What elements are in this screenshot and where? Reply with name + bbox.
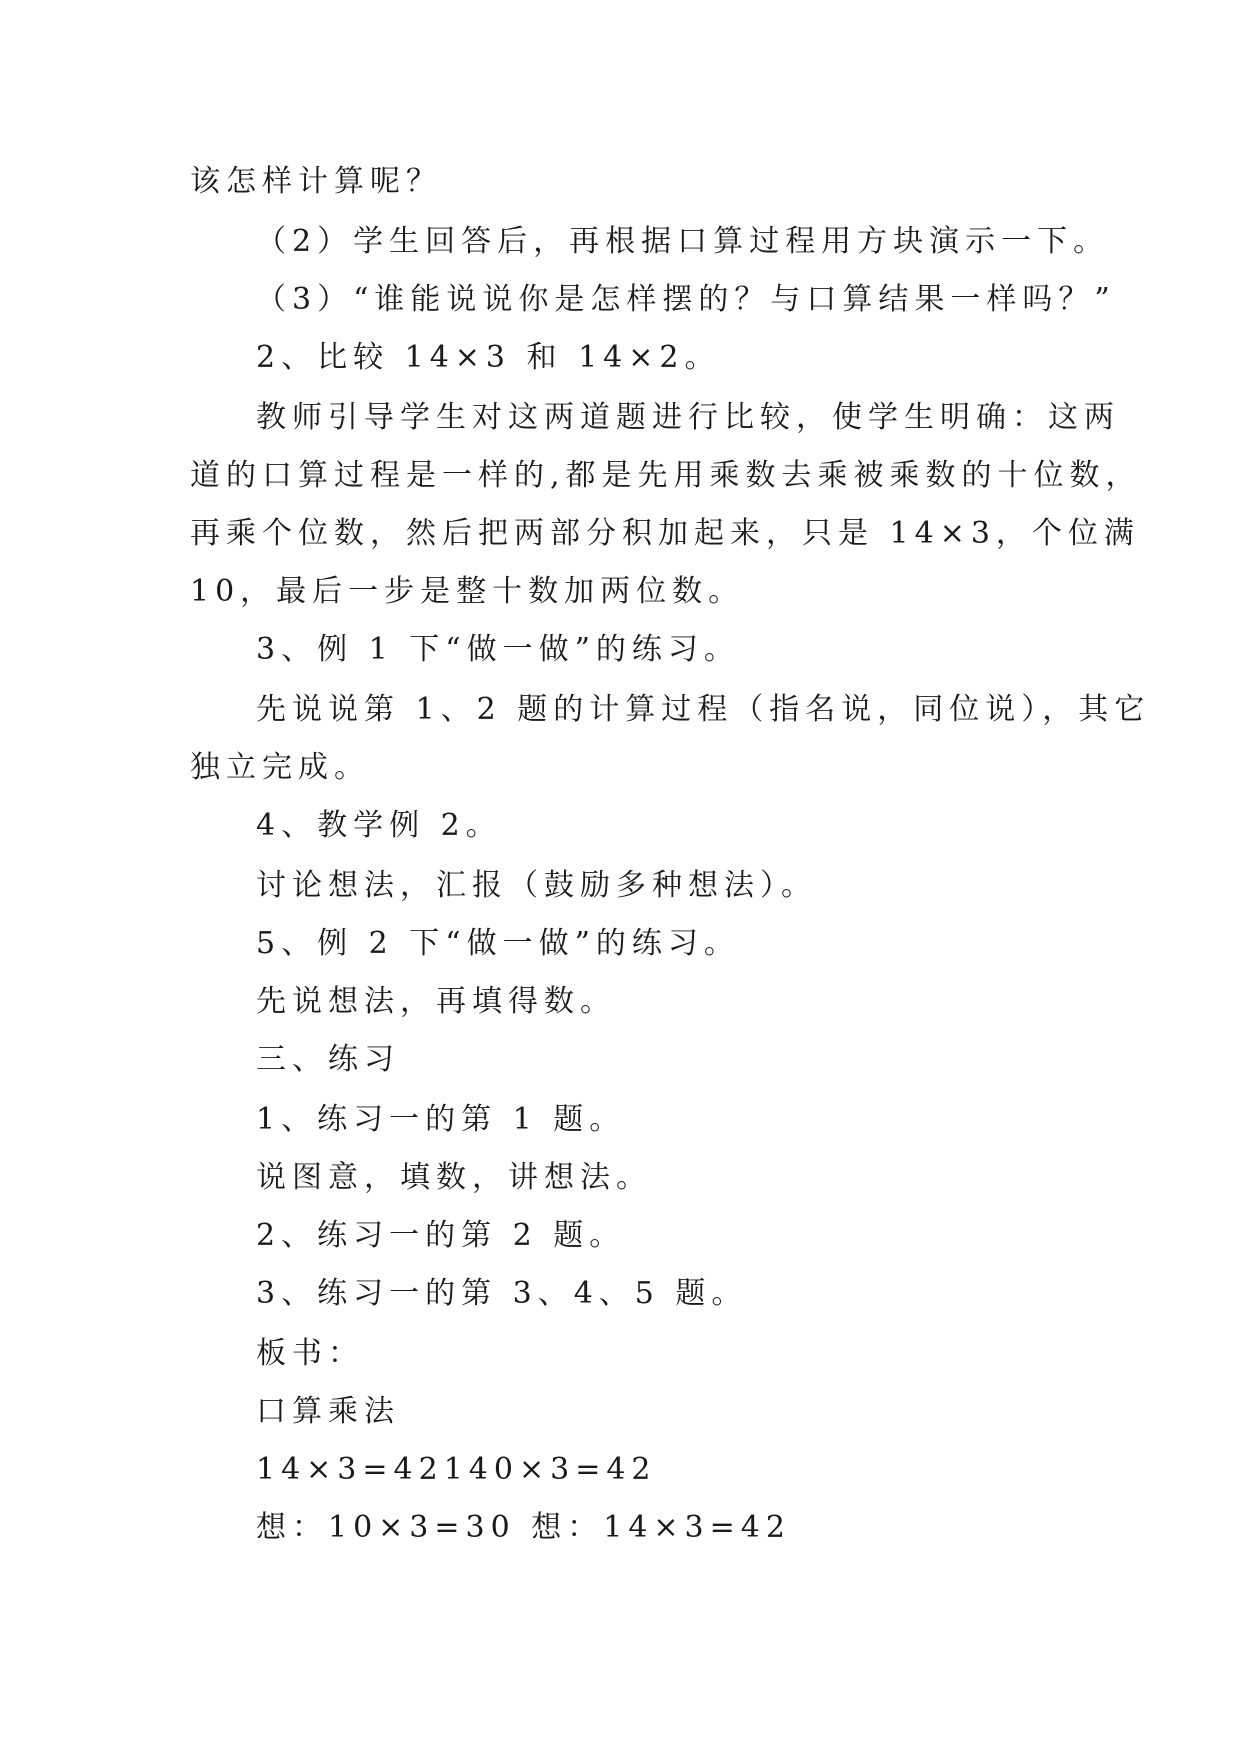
text-line: 5、例 2 下“做一做”的练习。 <box>256 926 740 961</box>
text-line: 先说说第 1、2 题的计算过程（指名说，同位说），其它 <box>256 692 1151 727</box>
text-line: 2、比较 14×3 和 14×2。 <box>256 340 721 375</box>
text-line: 3、练习一的第 3、4、5 题。 <box>256 1276 748 1311</box>
section-heading: 三、练习 <box>256 1042 400 1077</box>
text-line: 讨论想法，汇报（鼓励多种想法）。 <box>256 868 817 903</box>
text-line: 14×3=42140×3=42 <box>256 1452 657 1487</box>
text-line: 10，最后一步是整十数加两位数。 <box>190 574 745 609</box>
text-line: 先说想法，再填得数。 <box>256 984 616 1019</box>
text-line: 1、练习一的第 1 题。 <box>256 1102 626 1137</box>
text-line: 口算乘法 <box>256 1394 400 1429</box>
text-line: 想：10×3=30 想：14×3=42 <box>256 1510 791 1545</box>
text-line: 再乘个位数，然后把两部分积加起来，只是 14×3，个位满 <box>190 516 1140 551</box>
text-line: 3、例 1 下“做一做”的练习。 <box>256 632 740 667</box>
text-line: 该怎样计算呢？ <box>190 164 442 199</box>
text-line: 2、练习一的第 2 题。 <box>256 1218 626 1253</box>
text-line: 独立完成。 <box>190 750 370 785</box>
text-line: 板书： <box>256 1336 364 1371</box>
text-line: （3）“谁能说说你是怎样摆的？与口算结果一样吗？” <box>256 282 1116 317</box>
text-line: 说图意，填数，讲想法。 <box>256 1160 652 1195</box>
text-line: 道的口算过程是一样的,都是先用乘数去乘被乘数的十位数， <box>190 458 1142 493</box>
text-line: （2）学生回答后，再根据口算过程用方块演示一下。 <box>256 224 1110 259</box>
text-line: 教师引导学生对这两道题进行比较，使学生明确：这两 <box>256 400 1120 435</box>
text-line: 4、教学例 2。 <box>256 808 502 843</box>
